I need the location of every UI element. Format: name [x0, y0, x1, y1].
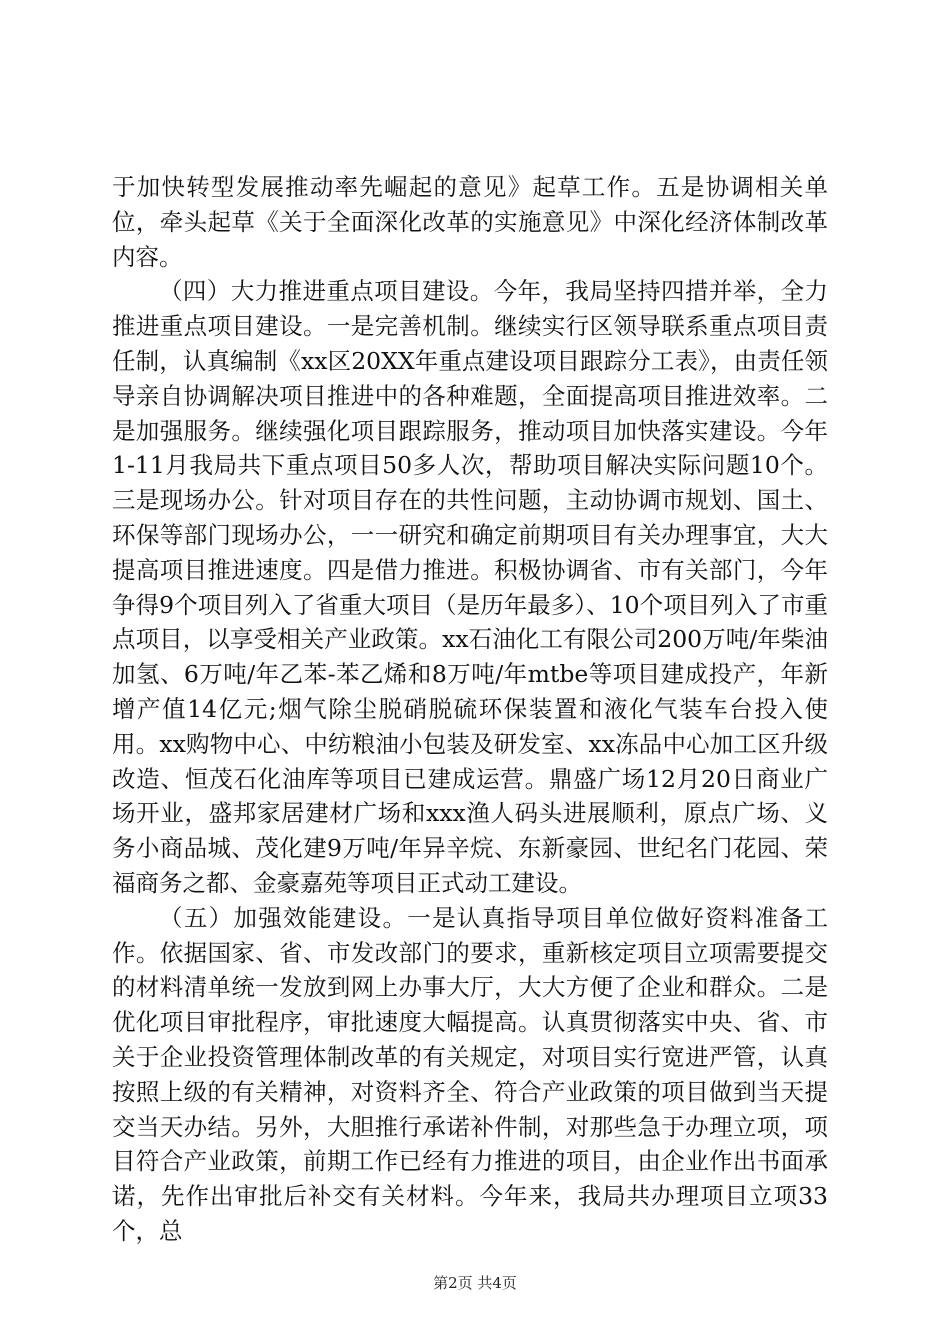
paragraph: （四）大力推进重点项目建设。今年，我局坚持四措并举，全力推进重点项目建设。一是完善机制。继续实行区领导联系重点项目责任制，认真编制《xx区20XX年重点建设项目跟踪分工表》，由责任领导亲自协调解决项目推进中的各种难题，全面提高项目推进效率。二是加强服务。继续强化项目跟踪服务，推动项目加快落实建设。今年1-11月我局共下重点项目50多人次，帮助项目解决实际问题10个。三是现场办公。针对项目存在的共性问题，主动协调市规划、国土、环保等部门现场办公，一一研究和确定前期项目有关办理事宜，大大提高项目推进速度。四是借力推进。积极协调省、市有关部门，今年争得9个项目列入了省重大项目（是历年最多）、10个项目列入了市重点项目，以享受相关产业政策。xx石油化工有限公司200万吨/年柴油加氢、6万吨/年乙苯-苯乙烯和8万吨/年mtbe等项目建成投产，年新增产值14亿元;烟气除尘脱硝脱硫环保装置和液化气装车台投入使用。xx购物中心、中纺粮油小包装及研发室、xx冻品中心加工区升级改造、恒茂石化油库等项目已建成运营。鼎盛广场12月20日商业广场开业，盛邦家居建材广场和xxx渔人码头进展顺利，原点广场、义务小商品城、茂化建9万吨/年异辛烷、东新豪园、世纪名门花园、荣福商务之都、金豪嘉苑等项目正式动工建设。: [112, 277, 828, 897]
page-footer: 第2页 共4页: [433, 1274, 517, 1292]
paragraph: （五）加强效能建设。一是认真指导项目单位做好资料准备工作。依据国家、省、市发改部门的要求，重新核定项目立项需要提交的材料清单统一发放到网上办事大厅，大大方便了企业和群众。二是优化项目审批程序，审批速度大幅提高。认真贯彻落实中央、省、市关于企业投资管理体制改革的有关规定，对项目实行宽进严管，认真按照上级的有关精神，对资料齐全、符合产业政策的项目做到当天提交当天办结。另外，大胆推行承诺补件制，对那些急于办理立项，项目符合产业政策，前期工作已经有力推进的项目，由企业作出书面承诺，先作出审批后补交有关材料。今年来，我局共办理项目立项33个，总: [112, 903, 828, 1245]
paragraph: 于加快转型发展推动率先崛起的意见》起草工作。五是协调相关单位，牵头起草《关于全面深化改革的实施意见》中深化经济体制改革内容。: [112, 173, 828, 271]
document-body: [112, 170, 828, 1249]
